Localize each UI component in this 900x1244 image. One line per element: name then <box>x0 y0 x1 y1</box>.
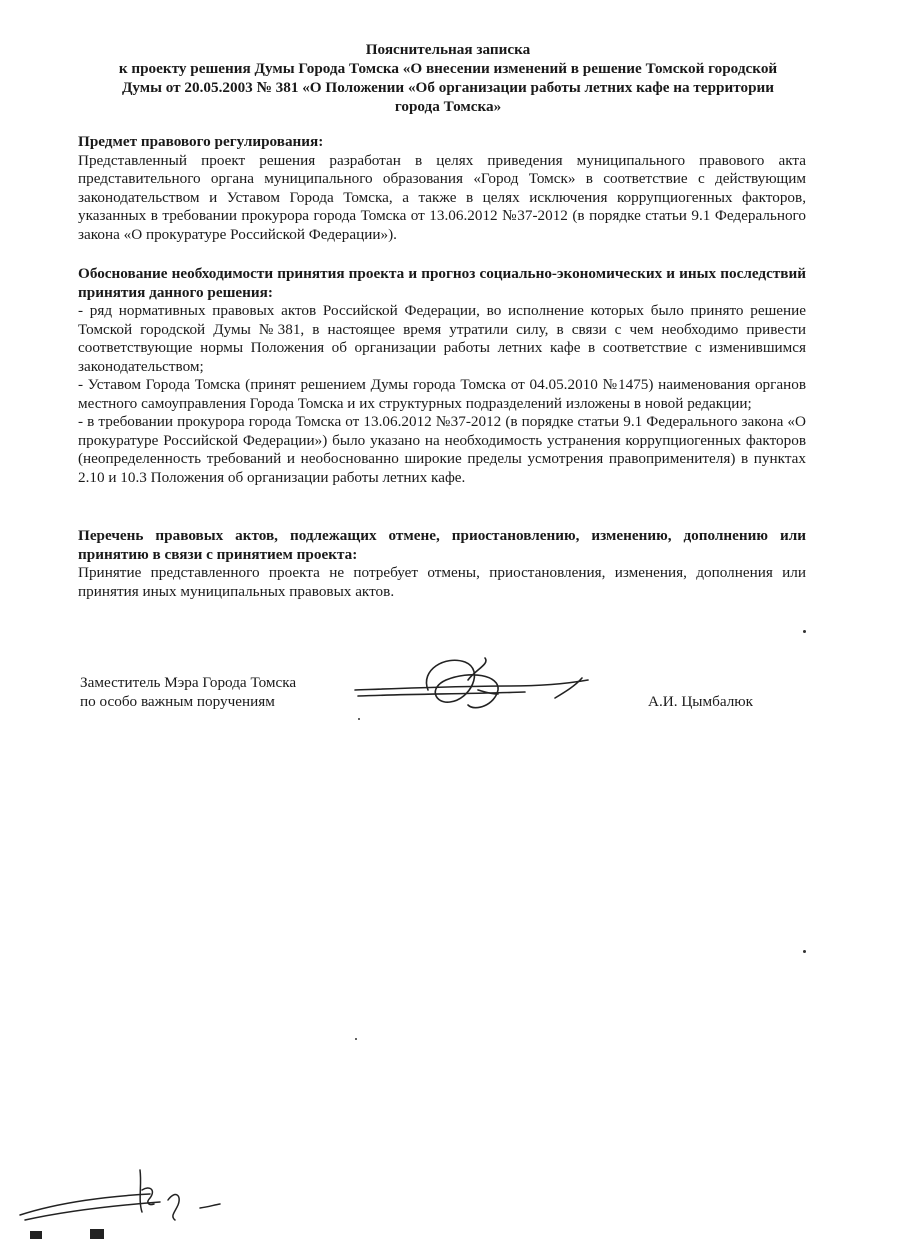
scan-speck <box>803 630 806 633</box>
scan-edge-mark <box>90 1229 104 1239</box>
signatory-position-line-1: Заместитель Мэра Города Томска <box>80 674 297 691</box>
section-heading: Предмет правового регулирования: <box>78 133 324 150</box>
section-regulation-subject <box>78 133 806 244</box>
document-title: Пояснительная записка <box>365 41 531 58</box>
scan-speck <box>803 950 806 953</box>
section-legal-acts-list <box>78 527 806 601</box>
signatory-position-line-2: по особо важным поручениям <box>80 693 275 710</box>
signatory-name: А.И. Цымбалюк <box>648 693 754 710</box>
section-body <box>78 152 806 245</box>
document-subtitle-line-2: Думы от 20.05.2003 № 381 «О Положении «Об организации работы летних кафе на территории <box>121 79 775 96</box>
signatory-position <box>80 673 360 711</box>
section-justification <box>78 265 806 487</box>
section-heading: Перечень правовых актов, подлежащих отмене, приостановлению, изменению, дополнению или принятию в связи с принятием проекта: <box>78 527 806 563</box>
section-body <box>78 564 806 601</box>
paragraph: Принятие представленного проекта не потребует отмены, приостановления, изменения, дополнения или принятия иных муниципальных правовых актов. <box>78 564 806 600</box>
scan-edge-marks <box>30 1226 148 1244</box>
handwritten-initials <box>0 1150 240 1230</box>
document-header <box>78 40 818 116</box>
paragraph: - в требовании прокурора города Томска от 13.06.2012 №37-2012 (в порядке статьи 9.1 Федерального закона «О прокуратуре Российской Федерации») было указано на необходимость устранения коррупциогенных факторов (неопределенность требований и необоснованно широкие пределы усмотрения правоприменителя) в пунктах 2.10 и 10.3 Положения об организации работы летних кафе. <box>78 413 806 486</box>
section-body <box>78 302 806 487</box>
handwritten-signature <box>350 650 600 730</box>
paragraph: Представленный проект решения разработан в целях приведения муниципального правового акта представительного органа муниципального образования «Город Томск» в соответствие с действующим законодательством и Уставом Города Томска, а также в целях исключения коррупциогенных факторов, указанных в требовании прокурора города Томска от 13.06.2012 №37-2012 (в порядке статьи 9.1 Федерального закона «О прокуратуре Российской Федерации»). <box>78 151 806 243</box>
scan-speck <box>355 1038 357 1040</box>
section-heading: Обоснование необходимости принятия проекта и прогноз социально-экономических и иных последствий принятия данного решения: <box>78 265 806 301</box>
scan-speck <box>358 718 360 720</box>
document-subtitle-line-3: города Томска» <box>394 98 502 115</box>
paragraph: - ряд нормативных правовых актов Российской Федерации, во исполнение которых было принято решение Томской городской Думы №381, в настоящее время утратили силу, в связи с чем необходимо привести соответствующие нормы Положения об организации работы летних кафе в соответствие с изменившимся законодательством; <box>78 302 806 375</box>
paragraph: - Уставом Города Томска (принят решением Думы города Томска от 04.05.2010 №1475) наименования органов местного самоуправления Города Томска и их структурных подразделений изложены в новой редакции; <box>78 376 806 412</box>
scan-edge-mark <box>30 1231 42 1239</box>
document-subtitle-line-1: к проекту решения Думы Города Томска «О внесении изменений в решение Томской городской <box>118 60 778 77</box>
